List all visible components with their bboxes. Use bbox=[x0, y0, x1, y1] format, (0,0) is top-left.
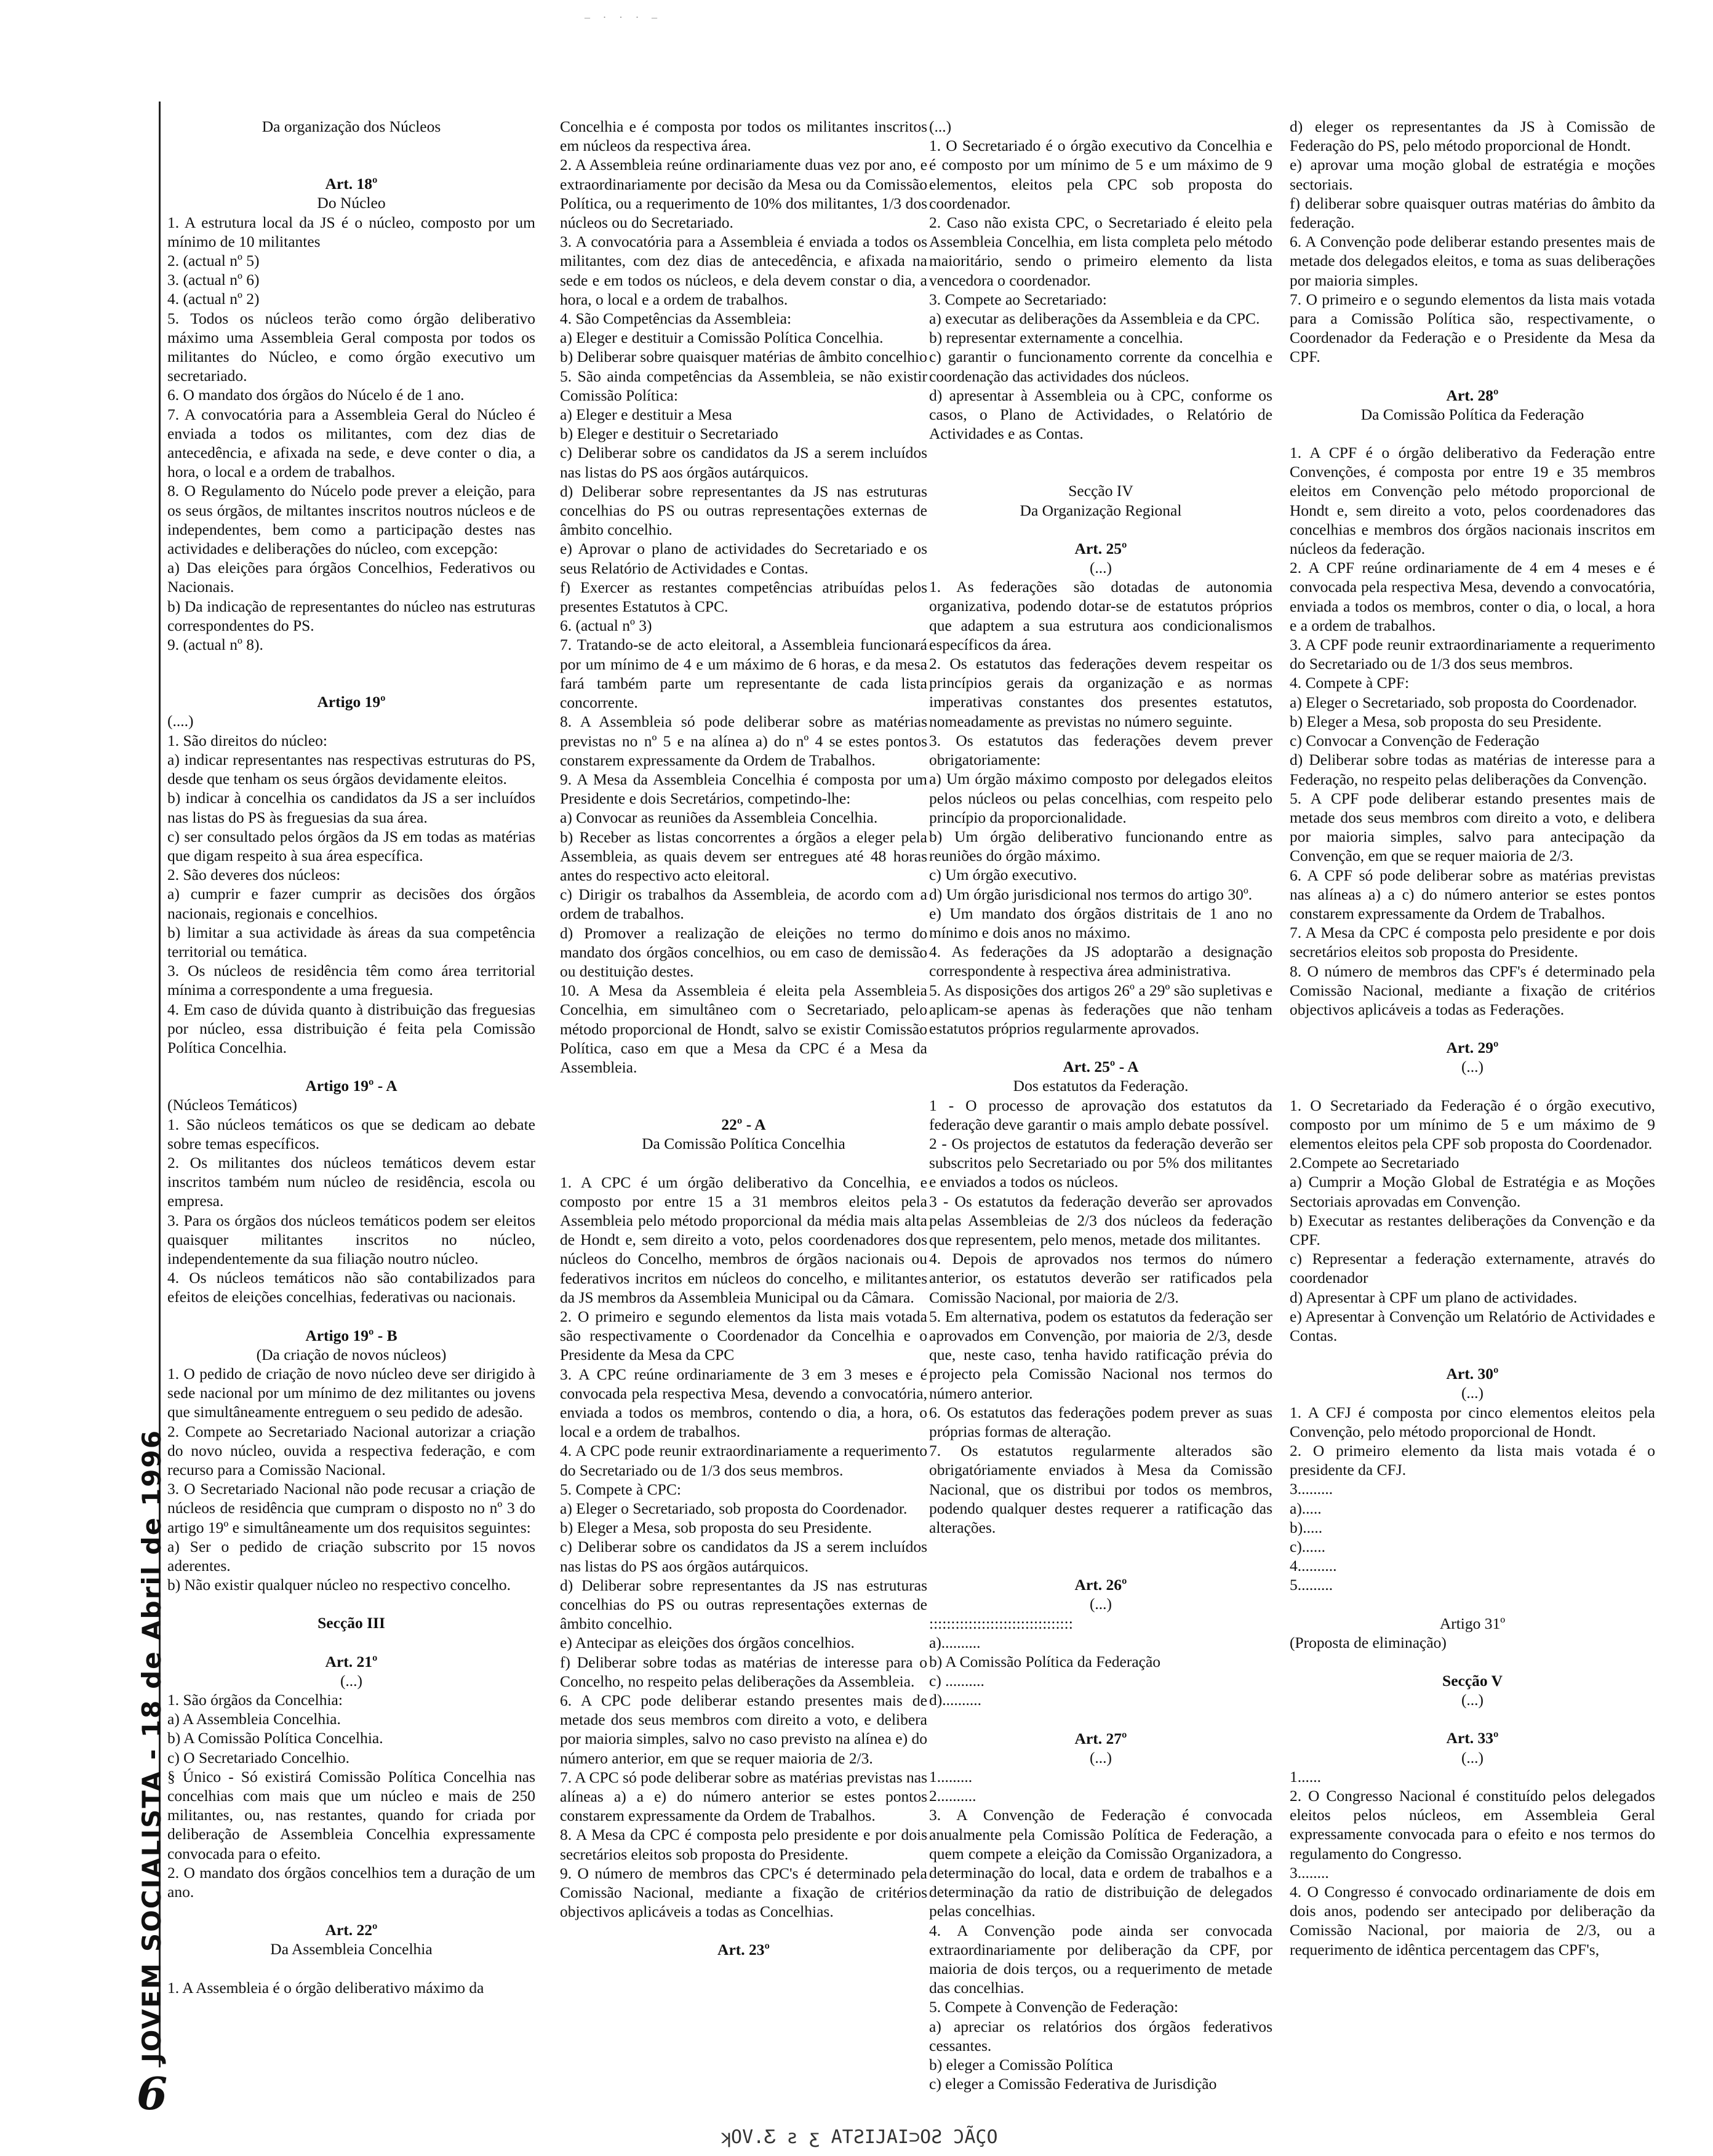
paragraph: a) Eleger e destituir a Mesa bbox=[560, 405, 732, 424]
article-heading: Art. 18º bbox=[325, 175, 378, 193]
text-column-1 bbox=[167, 117, 535, 2110]
spacer bbox=[929, 443, 1272, 481]
section-subtitle: Da Organização Regional bbox=[1020, 501, 1182, 519]
paragraph: b) Não existir qualquer núcleo no respectivo concelho. bbox=[167, 1576, 511, 1594]
paragraph: 4. Compete à CPF: bbox=[1290, 674, 1410, 692]
article-heading: Art. 21º bbox=[325, 1652, 378, 1671]
paragraph: 1. São direitos do núcleo: bbox=[167, 731, 327, 749]
paragraph: 3. A CPC reúne ordinariamente de 3 em 3 meses e é convocada pela respectiva Mesa, devendo a convocatória, enviada a todos os membros, contendo o dia, a hora, o local e a ordem de trabalhos. bbox=[560, 1365, 927, 1441]
paragraph: d) Deliberar sobre todas as matérias de interesse para a Federação, no respeito pelas deliberações da Convenção. bbox=[1290, 751, 1655, 788]
paragraph: a) Convocar as reuniões da Assembleia Concelhia. bbox=[560, 808, 878, 827]
article-heading: Art. 22º bbox=[325, 1921, 378, 1939]
paragraph: 2. Caso não exista CPC, o Secretariado é eleito pela Assembleia Concelhia, em lista completa pelo método maioritário, sendo o primeiro elemento da lista vencedora o coordenador. bbox=[929, 214, 1272, 289]
spacer bbox=[1290, 1709, 1655, 1728]
paragraph: 5. Em alternativa, podem os estatutos da federação ser aprovados em Convenção, por maioria de 2/3, desde que, neste caso, tenha havido ratificação prévia do projecto pela Comissão Nacional nos termos do número anterior. bbox=[929, 1307, 1272, 1402]
paragraph: b) Da indicação de representantes do núcleo nas estruturas correspondentes do PS. bbox=[167, 597, 535, 634]
paragraph: 3. Compete ao Secretariado: bbox=[929, 290, 1107, 308]
paragraph: 9. A Mesa da Assembleia Concelhia é composta por um Presidente e dois Secretários, competindo-lhe: bbox=[560, 770, 927, 808]
paragraph: 3. O Secretariado Nacional não pode recusar a criação de núcleos de residência que cumpram o disposto no nº 3 do artigo 19º e simultâneamente um dos requisitos seguintes: bbox=[167, 1480, 535, 1536]
paragraph: d) Promover a realização de eleições no termo do mandato dos órgãos concelhios, ou em caso de demissão ou destituição destes. bbox=[560, 924, 927, 980]
paragraph: 3........ bbox=[1290, 1863, 1329, 1882]
paragraph: 8. A Mesa da CPC é composta pelo presidente e por dois secretários eleitos sob proposta do Presidente. bbox=[560, 1826, 927, 1863]
paragraph: c) Convocar a Convenção de Federação bbox=[1290, 732, 1539, 750]
spacer bbox=[1290, 424, 1655, 443]
article-heading: Art. 25º - A bbox=[1063, 1058, 1139, 1076]
paragraph: 1. São órgãos da Concelhia: bbox=[167, 1691, 343, 1709]
spacer bbox=[167, 1307, 535, 1326]
paragraph: b) eleger a Comissão Política bbox=[929, 2056, 1113, 2074]
paragraph: 2. A Assembleia reúne ordinariamente duas vez por ano, e extraordinariamente por decisão da Mesa ou da Comissão Política, ou a requerimento de 10% dos militantes, 1/3 dos núcleos ou do Secretariado. bbox=[560, 156, 927, 232]
text-column-4 bbox=[1290, 117, 1655, 2110]
spacer bbox=[560, 1921, 927, 1940]
paragraph: a) executar as deliberações da Assembleia e da CPC. bbox=[929, 309, 1260, 328]
paragraph: 5. Compete à CPC: bbox=[560, 1480, 681, 1498]
paragraph: 5. As disposições dos artigos 26º a 29º são supletivas e aplicam-se apenas às federações que não tenham estatutos próprios regularmente aprovados. bbox=[929, 981, 1272, 1037]
article-heading: Art. 29º bbox=[1446, 1039, 1499, 1057]
article-heading: Art. 27º bbox=[1074, 1729, 1127, 1747]
section-subtitle: (...) bbox=[1089, 1748, 1112, 1767]
paragraph: 7. A Mesa da CPC é composta pelo presidente e por dois secretários eleitos sob proposta do Presidente. bbox=[1290, 924, 1655, 961]
section-subtitle: (...) bbox=[1461, 1384, 1484, 1402]
paragraph: a) Eleger o Secretariado, sob proposta do Coordenador. bbox=[1290, 693, 1637, 711]
section-subtitle: (...) bbox=[1089, 1595, 1112, 1613]
paragraph: a) Das eleições para órgãos Concelhios, Federativos ou Nacionais. bbox=[167, 559, 535, 596]
article-heading: 22º - A bbox=[721, 1116, 766, 1134]
spacer bbox=[560, 1077, 927, 1115]
paragraph: b)..... bbox=[1290, 1518, 1323, 1536]
paragraph: c) Representar a federação externamente, através do coordenador bbox=[1290, 1250, 1655, 1287]
paragraph: d) Deliberar sobre representantes da JS nas estruturas concelhias do PS ou outras representações externas de âmbito concelhio. bbox=[560, 482, 927, 539]
paragraph: 7. Os estatutos regularmente alterados são obrigatóriamente enviados à Mesa da Comissão Nacional, que os distribui por todos os membros, podendo qualquer destes requerer a ratificação das alterações. bbox=[929, 1442, 1272, 1537]
spacer bbox=[167, 136, 535, 174]
paragraph: 2. São deveres dos núcleos: bbox=[167, 866, 341, 884]
paragraph: 6. A CPF só pode deliberar sobre as matérias previstas nas alíneas a) a c) do número anterior se estes pontos constarem expressamente da Ordem de Trabalhos. bbox=[1290, 866, 1655, 922]
text-column-3 bbox=[929, 117, 1272, 2110]
section-subtitle: Da organização dos Núcleos bbox=[262, 118, 441, 135]
text-column-2 bbox=[560, 117, 927, 2110]
spacer bbox=[1290, 1652, 1655, 1671]
paragraph: 4. A Convenção pode ainda ser convocada extraordinariamente por deliberação da CPF, por maioria de dois terços, ou a requerimento de metade das concelhias. bbox=[929, 1921, 1272, 1997]
paragraph: (Proposta de eliminação) bbox=[1290, 1633, 1447, 1651]
spacer bbox=[167, 1594, 535, 1613]
paragraph: b) Eleger a Mesa, sob proposta do seu Presidente. bbox=[560, 1519, 872, 1537]
paragraph: 2. (actual nº 5) bbox=[167, 252, 260, 270]
paragraph: 1. O Secretariado da Federação é o órgão executivo, composto por um mínimo de 5 e um máximo de 9 elementos eleitos pela CPF sob proposta do Coordenador. bbox=[1290, 1096, 1655, 1152]
paragraph: c) ser consultado pelos órgãos da JS em todas as matérias que digam respeito à sua área específica. bbox=[167, 827, 535, 864]
article-heading: Art. 33º bbox=[1446, 1729, 1499, 1747]
paragraph: a) apreciar os relatórios dos órgãos federativos cessantes. bbox=[929, 2017, 1272, 2054]
paragraph: c) Deliberar sobre os candidatos da JS a serem incluídos nas listas do PS aos órgãos autárquicos. bbox=[560, 444, 927, 481]
spacer bbox=[929, 520, 1272, 539]
paragraph: c) O Secretariado Concelhio. bbox=[167, 1748, 349, 1767]
paragraph: 1. A estrutura local da JS é o núcleo, composto por um mínimo de 10 militantes bbox=[167, 213, 535, 250]
paragraph: 3......... bbox=[1290, 1480, 1333, 1498]
paragraph: 1 - O processo de aprovação dos estatutos da federação deve garantir o mais amplo debate possível. bbox=[929, 1096, 1272, 1133]
paragraph: f) Deliberar sobre todas as matérias de interesse para o Concelho, no respeito pelas deliberações da Assembleia. bbox=[560, 1653, 927, 1690]
paragraph: 7. A CPC só pode deliberar sobre as matérias previstas nas alíneas a) a e) do número anterior se estes pontos constarem expressamente da Ordem de Trabalhos. bbox=[560, 1768, 927, 1825]
paragraph: b) indicar à concelhia os candidatos da JS a ser incluídos nas listas do PS às freguesias da sua área. bbox=[167, 789, 535, 826]
paragraph: (Núcleos Temáticos) bbox=[167, 1096, 297, 1114]
paragraph: Concelhia e é composta por todos os militantes inscritos em núcleos da respectiva área. bbox=[560, 118, 927, 155]
page-number: 6 bbox=[137, 2067, 168, 2120]
paragraph: 3. A Convenção de Federação é convocada anualmente pela Comissão Política de Federação, a quem compete a eleição da Comissão Organizadora, a determinação do local, data e ordem de trabalhos e a determinação da ratio de distribuição de delegados pelas concelhias. bbox=[929, 1806, 1272, 1920]
paragraph: 2. Compete ao Secretariado Nacional autorizar a criação do novo núcleo, ouvida a respectiva federação, e com recurso para a Comissão Nacional. bbox=[167, 1422, 535, 1479]
section-subtitle: (...) bbox=[1461, 1691, 1484, 1709]
article-heading: Artigo 19º - A bbox=[305, 1077, 397, 1095]
spacer bbox=[167, 1901, 535, 1920]
paragraph: 9. O número de membros das CPC's é determinado pela Comissão Nacional, mediante a fixação de critérios objectivos aplicáveis a todas as Concelhias. bbox=[560, 1864, 927, 1921]
paragraph: d).......... bbox=[929, 1691, 981, 1709]
paragraph: 4. Depois de aprovados nos termos do número anterior, os estatutos deverão ser ratificados pela Comissão Nacional, por maioria de 2/3. bbox=[929, 1250, 1272, 1306]
paragraph: 1. O Secretariado é o órgão executivo da Concelhia e é composto por um mínimo de 5 e um máximo de 9 elementos, eleitos pela CPC sob proposta do coordenador. bbox=[929, 137, 1272, 212]
section-subtitle: (Da criação de novos núcleos) bbox=[256, 1345, 447, 1363]
paragraph: 3. A CPF pode reunir extraordinariamente a requerimento do Secretariado ou de 1/3 dos seus membros. bbox=[1290, 636, 1655, 673]
paragraph: b) representar externamente a concelhia. bbox=[929, 329, 1183, 347]
paragraph: b) Eleger e destituir o Secretariado bbox=[560, 425, 778, 443]
paragraph: 7. Tratando-se de acto eleitoral, a Assembleia funcionará por um mínimo de 4 e um máximo de 6 horas, e da mesa fará também parte um representante de cada lista concorrente. bbox=[560, 636, 927, 712]
paragraph: a) Eleger e destituir a Comissão Política Concelhia. bbox=[560, 329, 884, 347]
paragraph: 5. São ainda competências da Assembleia, se não existir Comissão Política: bbox=[560, 367, 927, 404]
section-subtitle: Artigo 31º bbox=[1439, 1614, 1506, 1632]
paragraph: b) Executar as restantes deliberações da Convenção e da CPF. bbox=[1290, 1211, 1655, 1248]
paragraph: 1. A CPF é o órgão deliberativo da Federação entre Convenções, é composta por entre 19 e 35 membros eleitos em Convenção pelo método proporcional de Hondt e, sem direito a voto, pelos coordenadores das concelhias e membros dos órgãos nacionais inscritos em núcleos da federação. bbox=[1290, 444, 1655, 558]
spacer bbox=[167, 654, 535, 692]
article-heading: Art. 23º bbox=[717, 1941, 770, 1959]
paragraph: 4. Em caso de dúvida quanto à distribuição das freguesias por núcleo, essa distribuição é feita pela Comissão Política Concelhia. bbox=[167, 1000, 535, 1056]
article-heading: Artigo 19º - B bbox=[305, 1326, 397, 1344]
section-subtitle: (...) bbox=[1089, 559, 1112, 577]
paragraph: c) Um órgão executivo. bbox=[929, 866, 1077, 884]
section-subtitle: (...) bbox=[1461, 1748, 1484, 1767]
paragraph: e) Aprovar o plano de actividades do Secretariado e os seus Relatório de Actividades e Contas. bbox=[560, 540, 927, 577]
paragraph: 6. Os estatutos das federações podem prever as suas próprias formas de alteração. bbox=[929, 1403, 1272, 1440]
paragraph: 5. A CPF pode deliberar estando presentes mais de metade dos seus membros com direito a voto, e delibera por maioria simples, salvo para antecipação da Convenção, em que se requer maioria de 2/3. bbox=[1290, 789, 1655, 865]
section-subtitle: Dos estatutos da Federação. bbox=[1013, 1077, 1189, 1095]
paragraph: 6. A CPC pode deliberar estando presentes mais de metade dos seus membros com direito a voto, e delibera por maioria simples, salvo no caso previsto na alínea e) do número anterior, em que se requer maioria de 2/3. bbox=[560, 1691, 927, 1767]
spacer bbox=[167, 1057, 535, 1076]
paragraph: d) Um órgão jurisdicional nos termos do artigo 30º. bbox=[929, 885, 1253, 903]
paragraph: (...) bbox=[929, 118, 952, 135]
paragraph: e) Antecipar as eleições dos órgãos concelhios. bbox=[560, 1634, 855, 1652]
section-subtitle: Secção IV bbox=[1068, 482, 1133, 500]
paragraph: 8. O Regulamento do Núcelo pode prever a eleição, para os seus órgãos, de miltantes inscritos noutros núcleos e de independentes, bem como a participação destes nas actividades e deliberações do núcleo, com excepção: bbox=[167, 482, 535, 558]
paragraph: 1. A CPC é um órgão deliberativo da Concelhia, e composto por entre 15 a 31 membros eleitos pela Assembleia pelo método proporcional da média mais alta de Hondt e, sem direito a voto, pelos coordenadores dos núcleos do Concelho, membros de órgãos nacionais ou federativos incritos em núcleos do concelho, e militantes da JS membros da Assembleia Municipal ou da Câmara. bbox=[560, 1173, 927, 1306]
paragraph: b) A Comissão Política da Federação bbox=[929, 1653, 1161, 1671]
paragraph: 4.......... bbox=[1290, 1557, 1337, 1575]
spacer bbox=[929, 1038, 1272, 1057]
paragraph: 9. (actual nº 8). bbox=[167, 636, 263, 654]
spacer bbox=[1290, 1077, 1655, 1096]
paragraph: e) Apresentar à Convenção um Relatório de Actividades e Contas. bbox=[1290, 1307, 1655, 1344]
paragraph: 4. As federações da JS adoptarão a designação correspondente à respectiva área administrativa. bbox=[929, 943, 1272, 980]
section-subtitle: Da Comissão Política da Federação bbox=[1360, 405, 1584, 423]
paragraph: b) Deliberar sobre quaisquer matérias de âmbito concelhio bbox=[560, 348, 927, 366]
paragraph: d) eleger os representantes da JS à Comissão de Federação do PS, pelo método proporcional de Hondt. bbox=[1290, 118, 1655, 155]
paragraph: e) Um mandato dos órgãos distritais de 1 ano no mínimo e dois anos no máximo. bbox=[929, 904, 1272, 941]
article-heading: Secção III bbox=[317, 1614, 385, 1632]
paragraph: 2. A CPF reúne ordinariamente de 4 em 4 meses e é convocada pela respectiva Mesa, devendo a convocatória, enviada a todos os membros, conter o dia, o local, a hora e a ordem de trabalhos. bbox=[1290, 559, 1655, 634]
section-subtitle: Da Comissão Política Concelhia bbox=[642, 1135, 845, 1153]
paragraph: 5......... bbox=[1290, 1576, 1333, 1594]
paragraph: 4. Os núcleos temáticos não são contabilizados para efeitos de eleições concelhias, federativas ou nacionais. bbox=[167, 1269, 535, 1306]
paragraph: 2. Os militantes dos núcleos temáticos devem estar inscritos também num núcleo de residência, escola ou empresa. bbox=[167, 1153, 535, 1210]
paragraph: b) Um órgão deliberativo funcionando entre as reuniões do órgão máximo. bbox=[929, 827, 1272, 865]
paragraph: b) Receber as listas concorrentes a órgãos a eleger pela Assembleia, as quais devem ser entregues até 48 horas antes do respectivo acto eleitoral. bbox=[560, 828, 927, 884]
paragraph: § Único - Só existirá Comissão Política Concelhia nas concelhias com mais que um núcleo e mais de 250 militantes, ou, nas restantes, quando for criada por deliberação de Assembleia Concelhia expressamente convocada para o efeito. bbox=[167, 1767, 535, 1863]
paragraph: a)..... bbox=[1290, 1499, 1322, 1517]
article-heading: Secção V bbox=[1442, 1672, 1503, 1690]
paragraph: 5. Compete à Convenção de Federação: bbox=[929, 1998, 1179, 2016]
paragraph: 6. (actual nº 3) bbox=[560, 617, 652, 635]
paragraph: c) garantir o funcionamento corrente da concelhia e coordenação das actividades dos núcleos. bbox=[929, 348, 1272, 385]
paragraph: 2.Compete ao Secretariado bbox=[1290, 1154, 1459, 1172]
paragraph: d) Deliberar sobre representantes da JS nas estruturas concelhias do PS ou outras representações externas de âmbito concelhio. bbox=[560, 1576, 927, 1633]
paragraph: 10. A Mesa da Assembleia é eleita pela Assembleia Concelhia, em simultâneo com o Secretariado, pelo método proporcional de Hondt, salvo se existir Comissão Política, caso em que a Mesa da CPC é a Mesa da Assembleia. bbox=[560, 981, 927, 1076]
article-heading: Art. 26º bbox=[1074, 1576, 1127, 1594]
spacer bbox=[1290, 367, 1655, 386]
spacer bbox=[1290, 1019, 1655, 1038]
paragraph: 1......... bbox=[929, 1768, 973, 1786]
paragraph: b) Eleger a Mesa, sob proposta do seu Presidente. bbox=[1290, 712, 1602, 730]
paragraph: 2. Os estatutos das federações devem respeitar os princípios gerais da organização e as normas imperativas constantes dos presentes estatutos, nomeadamente as previstas no número seguinte. bbox=[929, 655, 1272, 730]
spacer bbox=[929, 1537, 1272, 1575]
paragraph: 1...... bbox=[1290, 1767, 1321, 1786]
paragraph: 2. O primeiro elemento da lista mais votada é o presidente da CFJ. bbox=[1290, 1442, 1655, 1479]
section-subtitle: (...) bbox=[1461, 1058, 1484, 1076]
paragraph: 7. O primeiro e o segundo elementos da lista mais votada para a Comissão Política são, respectivamente, o Coordenador da Federação e o Presidente da Mesa da CPF. bbox=[1290, 290, 1655, 366]
article-heading: Artigo 19º bbox=[317, 693, 386, 711]
paragraph: 4. A CPC pode reunir extraordinariamente a requerimento do Secretariado ou de 1/3 dos seus membros. bbox=[560, 1442, 927, 1479]
paragraph: a) Eleger o Secretariado, sob proposta do Coordenador. bbox=[560, 1499, 908, 1518]
paragraph: 7. A convocatória para a Assembleia Geral do Núcleo é enviada a todos os militantes, com dez dias de antecedência, e afixada na sede, e deve conter o dia, a hora, o local e a ordem de trabalhos. bbox=[167, 405, 535, 481]
paragraph: 1. A Assembleia é o órgão deliberativo máximo da bbox=[167, 1978, 484, 1997]
paragraph: c) Dirigir os trabalhos da Assembleia, de acordo com a ordem de trabalhos. bbox=[560, 885, 927, 923]
paragraph: f) deliberar sobre quaisquer outras matérias do âmbito da federação. bbox=[1290, 194, 1655, 232]
paragraph: 2 - Os projectos de estatutos da federação deverão ser subscritos pelo Secretariado ou por 5% dos militantes e enviados a todos os núcleos. bbox=[929, 1134, 1272, 1191]
paragraph: (....) bbox=[167, 712, 194, 730]
section-subtitle: Do Núcleo bbox=[317, 194, 386, 212]
paragraph: 4. São Competências da Assembleia: bbox=[560, 309, 792, 328]
paragraph: c) eleger a Comissão Federativa de Jurisdição bbox=[929, 2075, 1217, 2093]
paragraph: 1. São núcleos temáticos os que se dedicam ao debate sobre temas específicos. bbox=[167, 1115, 535, 1152]
paragraph: 4. (actual nº 2) bbox=[167, 290, 260, 308]
bleed-through-text: ʞOV.Ƹ ƨ ƹ ATƧIJAI⊃OƧ ƆÃÇO bbox=[720, 2126, 998, 2148]
paragraph: 4. O Congresso é convocado ordinariamente de dois em dois anos, podendo ser antecipado por deliberação da Comissão Nacional, por maioria de 2/3, ou a requerimento de idêntica percentagem das CPF's, bbox=[1290, 1883, 1655, 1958]
paragraph: ::::::::::::::::::::::::::::::::: bbox=[929, 1614, 1073, 1632]
paragraph: d) Apresentar à CPF um plano de actividades. bbox=[1290, 1288, 1578, 1306]
article-heading: Art. 30º bbox=[1446, 1365, 1499, 1383]
paragraph: 3 - Os estatutos da federação deverão ser aprovados pelas Assembleias de 2/3 dos núcleos da federação que representem, pelo menos, metade dos militantes. bbox=[929, 1192, 1272, 1248]
paragraph: 2. O Congresso Nacional é constituído pelos delegados eleitos pelos núcleos, em Assembleia Geral expressamente convocada para o efeito e nos termos do regulamento do Congresso. bbox=[1290, 1787, 1655, 1863]
spacer bbox=[167, 1959, 535, 1978]
paragraph: 8. O número de membros das CPF's é determinado pela Comissão Nacional, mediante a fixação de critérios objectivos aplicáveis a todas as Federações. bbox=[1290, 962, 1655, 1018]
paragraph: b) A Comissão Política Concelhia. bbox=[167, 1729, 383, 1747]
paragraph: d) apresentar à Assembleia ou à CPC, conforme os casos, o Plano de Actividades, o Relatório de Actividades e as Contas. bbox=[929, 386, 1272, 443]
paragraph: 1. A CFJ é composta por cinco elementos eleitos pela Convenção, pelo método proporcional de Hondt. bbox=[1290, 1403, 1655, 1440]
paragraph: a).......... bbox=[929, 1633, 981, 1651]
article-heading: Art. 25º bbox=[1074, 539, 1127, 557]
paragraph: c) .......... bbox=[929, 1672, 984, 1690]
paragraph: 3. Os núcleos de residência têm como área territorial mínima a correspondente a uma freguesia. bbox=[167, 962, 535, 999]
paragraph: c)...... bbox=[1290, 1538, 1326, 1556]
scan-marks: – · · · – bbox=[585, 11, 662, 23]
paragraph: a) A Assembleia Concelhia. bbox=[167, 1710, 341, 1728]
paragraph: a) Cumprir a Moção Global de Estratégia e as Moções Sectoriais aprovadas em Convenção. bbox=[1290, 1173, 1655, 1210]
paragraph: a) indicar representantes nas respectivas estruturas do PS, desde que tenham os seus órgãos devidamente eleitos. bbox=[167, 750, 535, 788]
paragraph: 1. O pedido de criação de novo núcleo deve ser dirigido à sede nacional por um mínimo de dez militantes ou jovens que simultâneamente entreguem o seu pedido de adesão. bbox=[167, 1364, 535, 1421]
section-subtitle: (...) bbox=[340, 1671, 363, 1690]
paragraph: 8. A Assembleia só pode deliberar sobre as matérias previstas no nº 5 e na alínea a) do nº 4 se estes pontos constarem expressamente da Ordem de Trabalhos. bbox=[560, 713, 927, 769]
spacer bbox=[167, 1633, 535, 1652]
newspaper-title-vertical: JOVEM SOCIALISTA - 18 de Abril de 1996 bbox=[137, 1429, 167, 2062]
paragraph: 6. A Convenção pode deliberar estando presentes mais de metade dos delegados eleitos, e toma as suas deliberações por maioria simples. bbox=[1290, 233, 1655, 289]
paragraph: 3. (actual nº 6) bbox=[167, 271, 260, 289]
spacer bbox=[1290, 1595, 1655, 1614]
paragraph: 6. O mandato dos órgãos do Núcelo é de 1 ano. bbox=[167, 386, 465, 404]
paragraph: a) Ser o pedido de criação subscrito por 15 novos aderentes. bbox=[167, 1537, 535, 1575]
paragraph: 3. Para os órgãos dos núcleos temáticos podem ser eleitos quaisquer militantes inscritos no núcleo, independentemente da sua filiação noutro núcleo. bbox=[167, 1211, 535, 1268]
paragraph: 5. Todos os núcleos terão como órgão deliberativo máximo uma Assembleia Geral composta por todos os militantes do Núcleo, e como órgão executivo um secretariado. bbox=[167, 309, 535, 385]
paragraph: c) Deliberar sobre os candidatos da JS a serem incluídos nas listas do PS aos órgãos autárquicos. bbox=[560, 1538, 927, 1575]
paragraph: 2. O primeiro e segundo elementos da lista mais votada são respectivamente o Coordenador da Concelhia e o Presidente da Mesa da CPC bbox=[560, 1307, 927, 1364]
paragraph: a) cumprir e fazer cumprir as decisões dos órgãos nacionais, regionais e concelhios. bbox=[167, 885, 535, 922]
paragraph: a) Um órgão máximo composto por delegados eleitos pelos núcleos ou pelas concelhias, com respeito pelo princípio da proporcionalidade. bbox=[929, 770, 1272, 826]
paragraph: 2.......... bbox=[929, 1787, 976, 1805]
section-subtitle: Da Assembleia Concelhia bbox=[270, 1940, 433, 1958]
paragraph: e) aprovar uma moção global de estratégia e moções sectoriais. bbox=[1290, 156, 1655, 193]
paragraph: 3. A convocatória para a Assembleia é enviada a todos os militantes, com dez dias de antecedência, e afixada na sede e em todos os núcleos, e dela devem constar o dia, a hora, o local e a ordem de trabalhos. bbox=[560, 233, 927, 308]
paragraph: 3. Os estatutos das federações devem prever obrigatoriamente: bbox=[929, 731, 1272, 769]
spacer bbox=[929, 1710, 1272, 1729]
paragraph: f) Exercer as restantes competências atribuídas pelos presentes Estatutos à CPC. bbox=[560, 578, 927, 616]
paragraph: 2. O mandato dos órgãos concelhios tem a duração de um ano. bbox=[167, 1863, 535, 1901]
paragraph: b) limitar a sua actividade às áreas da sua competência territorial ou temática. bbox=[167, 923, 535, 960]
spacer bbox=[1290, 1345, 1655, 1364]
paragraph: 1. As federações são dotadas de autonomia organizativa, podendo dotar-se de estatutos próprios que adaptem a sua estrutura aos condicionalismos específicos da área. bbox=[929, 578, 1272, 653]
spacer bbox=[560, 1154, 927, 1173]
article-heading: Art. 28º bbox=[1446, 386, 1499, 404]
